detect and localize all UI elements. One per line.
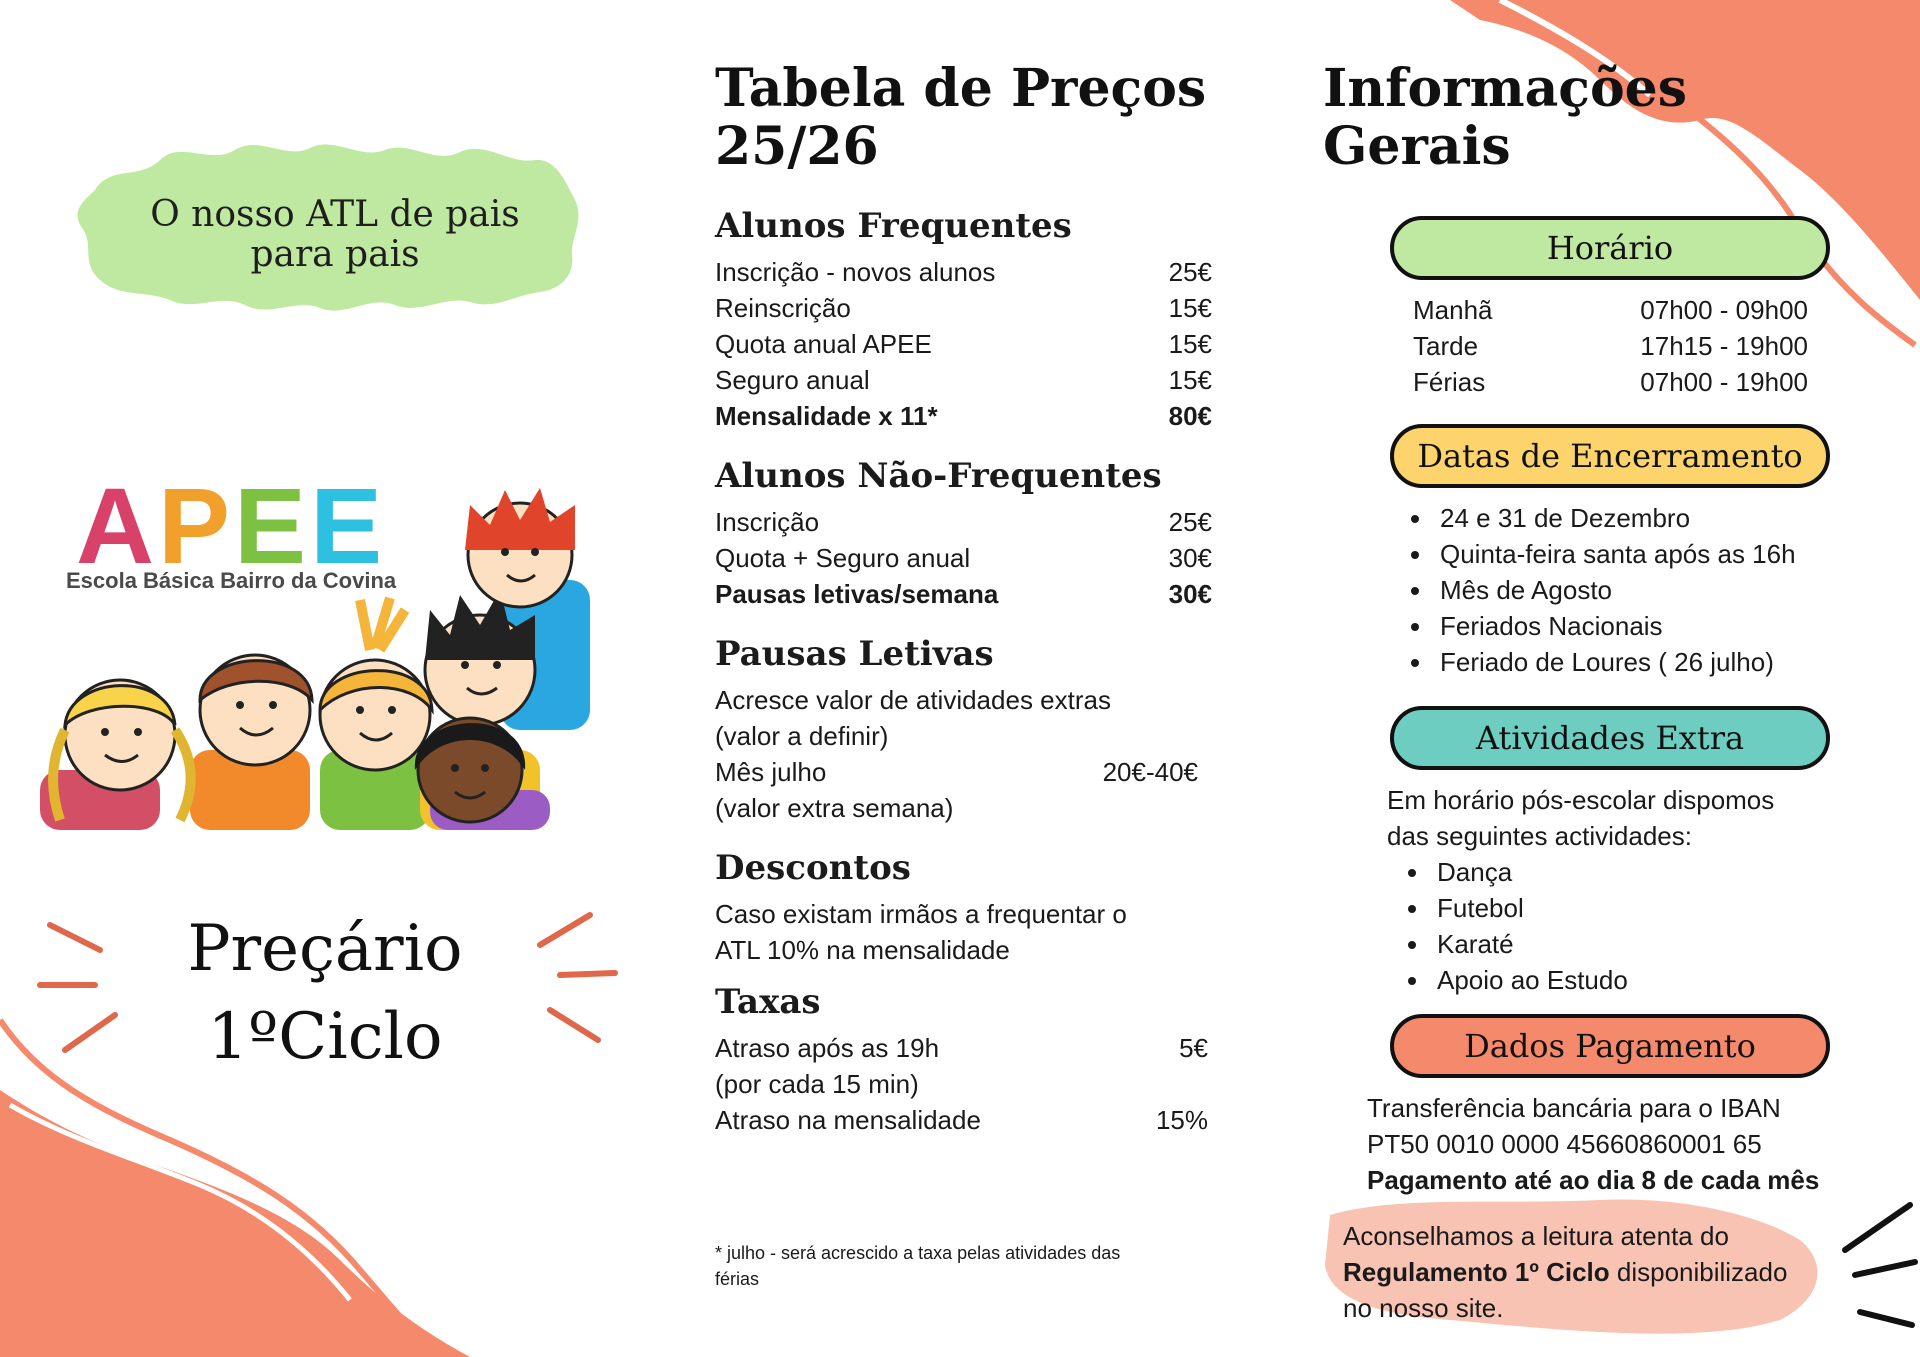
row-label: Seguro anual (715, 365, 870, 395)
price-row (715, 540, 1212, 576)
row-label: Mensalidade x 11* (715, 401, 938, 431)
title-line2: 1ºCiclo (207, 1000, 443, 1074)
precario-title (150, 905, 500, 1081)
price-row (715, 290, 1212, 326)
list-item: • Quinta-feira santa após as 16h (1434, 536, 1796, 572)
alunos-frequentes-heading: Alunos Frequentes (715, 206, 1072, 246)
logo-letter-a: A (76, 465, 158, 586)
list-item: • 24 e 31 de Dezembro (1434, 500, 1796, 536)
atividades-pill: Atividades Extra (1390, 706, 1830, 770)
black-accent-strokes (1845, 1205, 1915, 1325)
pagamento-line1: Transferência bancária para o IBAN (1367, 1093, 1781, 1123)
price-table-title (715, 60, 1215, 176)
pagamento-pill: Dados Pagamento (1390, 1014, 1830, 1078)
descontos-line2: ATL 10% na mensalidade (715, 935, 1010, 965)
descontos-block (715, 896, 1215, 968)
tagline-line1: O nosso ATL de pais (150, 194, 520, 235)
horario-label: Tarde (1413, 331, 1479, 361)
taxas-block (715, 1030, 1208, 1138)
row-value: 15€ (1168, 293, 1212, 323)
row-value: 25€ (1168, 257, 1212, 287)
list-item: • Mês de Agosto (1434, 572, 1796, 608)
row-label: Quota anual APEE (715, 329, 932, 359)
encerramento-pill: Datas de Encerramento (1390, 424, 1830, 488)
list-item: • Feriado de Loures ( 26 julho) (1434, 644, 1796, 680)
row-label: Quota + Seguro anual (715, 543, 971, 573)
nao-frequentes-list (715, 504, 1212, 612)
price-row (715, 576, 1212, 612)
horario-pill: Horário (1390, 216, 1830, 280)
regulamento-link-text: Regulamento 1º Ciclo (1343, 1257, 1610, 1287)
info-title-line2: Gerais (1323, 116, 1511, 177)
horario-row (1413, 364, 1808, 400)
taxa-label: Atraso na mensalidade (715, 1105, 981, 1135)
price-title-line1: Tabela de Preços (715, 58, 1207, 119)
taxa-value: 15% (1155, 1105, 1208, 1135)
logo-letter-p: P (158, 465, 235, 586)
row-value: 25€ (1168, 507, 1212, 537)
info-gerais-title (1323, 60, 1687, 176)
tagline-line2: para pais (250, 234, 420, 275)
pausas-block (715, 682, 1215, 826)
pausas-line2: (valor a definir) (715, 721, 889, 751)
horario-label: Férias (1413, 367, 1486, 397)
encerramento-list (1400, 500, 1796, 680)
horario-label: Manhã (1413, 295, 1493, 325)
row-value: 15€ (1168, 329, 1212, 359)
row-value: 30€ (1168, 579, 1212, 609)
row-label: Inscrição (715, 507, 820, 537)
footnote (715, 1240, 1195, 1292)
price-row (715, 254, 1212, 290)
footnote-line2: férias (715, 1269, 760, 1289)
logo-subtitle: Escola Básica Bairro da Covina (66, 568, 397, 593)
pagamento-deadline: Pagamento até ao dia 8 de cada mês (1367, 1165, 1820, 1195)
cloud-tagline (110, 195, 560, 275)
pausas-line4: (valor extra semana) (715, 793, 954, 823)
pagamento-block (1367, 1090, 1819, 1198)
julho-row (715, 754, 1198, 790)
price-row (715, 504, 1212, 540)
price-row (715, 362, 1212, 398)
descontos-line1: Caso existam irmãos a frequentar o (715, 899, 1127, 929)
atividades-list (1397, 854, 1628, 998)
taxa-value: 5€ (1179, 1033, 1208, 1063)
row-value: 15€ (1168, 365, 1212, 395)
price-row (715, 398, 1212, 434)
footnote-line1: * julho - será acrescido a taxa pelas atividades das (715, 1243, 1121, 1263)
list-item: • Dança (1431, 854, 1628, 890)
logo-letter-e1: E (234, 465, 311, 586)
title-line1: Preçário (187, 912, 463, 986)
taxas-heading: Taxas (715, 982, 821, 1022)
frequentes-list (715, 254, 1212, 434)
aviso-line1: Aconselhamos a leitura atenta do (1343, 1221, 1729, 1251)
taxa-label: Atraso após as 19h (715, 1033, 940, 1063)
horario-row (1413, 328, 1808, 364)
alunos-nao-frequentes-heading: Alunos Não-Frequentes (715, 456, 1162, 496)
aviso-line2 (1343, 1254, 1787, 1290)
atividades-intro-line1: Em horário pós-escolar dispomos (1387, 785, 1775, 815)
list-item: • Apoio ao Estudo (1431, 962, 1628, 998)
aviso-rest: disponibilizado (1609, 1257, 1788, 1287)
julho-label: Mês julho (715, 757, 827, 787)
aviso-block (1343, 1218, 1787, 1326)
taxa-row (715, 1030, 1208, 1066)
row-value: 80€ (1168, 401, 1212, 431)
horario-value: 07h00 - 09h00 (1640, 295, 1808, 325)
horario-value: 17h15 - 19h00 (1640, 331, 1808, 361)
pausas-letivas-heading: Pausas Letivas (715, 634, 994, 674)
pausas-line1: Acresce valor de atividades extras (715, 685, 1111, 715)
horario-row (1413, 292, 1808, 328)
children-illustration (30, 465, 590, 830)
aviso-line3: no nosso site. (1343, 1293, 1504, 1323)
row-label: Reinscrição (715, 293, 851, 323)
horario-value: 07h00 - 19h00 (1640, 367, 1808, 397)
list-item: • Karaté (1431, 926, 1628, 962)
row-label: Pausas letivas/semana (715, 579, 999, 609)
taxa-row (715, 1102, 1208, 1138)
list-item: • Futebol (1431, 890, 1628, 926)
row-label: Inscrição - novos alunos (715, 257, 996, 287)
taxa-sub: (por cada 15 min) (715, 1069, 919, 1099)
atividades-intro (1387, 782, 1774, 854)
price-table-column (715, 60, 1215, 1138)
row-value: 30€ (1168, 543, 1212, 573)
list-item: • Feriados Nacionais (1434, 608, 1796, 644)
logo-letter-e2: E (310, 465, 387, 586)
info-title-line1: Informações (1323, 58, 1687, 119)
julho-value: 20€-40€ (1102, 757, 1198, 787)
price-title-line2: 25/26 (715, 116, 879, 177)
atividades-intro-line2: das seguintes actividades: (1387, 821, 1692, 851)
iban-text: PT50 0010 0000 45660860001 65 (1367, 1129, 1762, 1159)
price-row (715, 326, 1212, 362)
descontos-heading: Descontos (715, 848, 911, 888)
